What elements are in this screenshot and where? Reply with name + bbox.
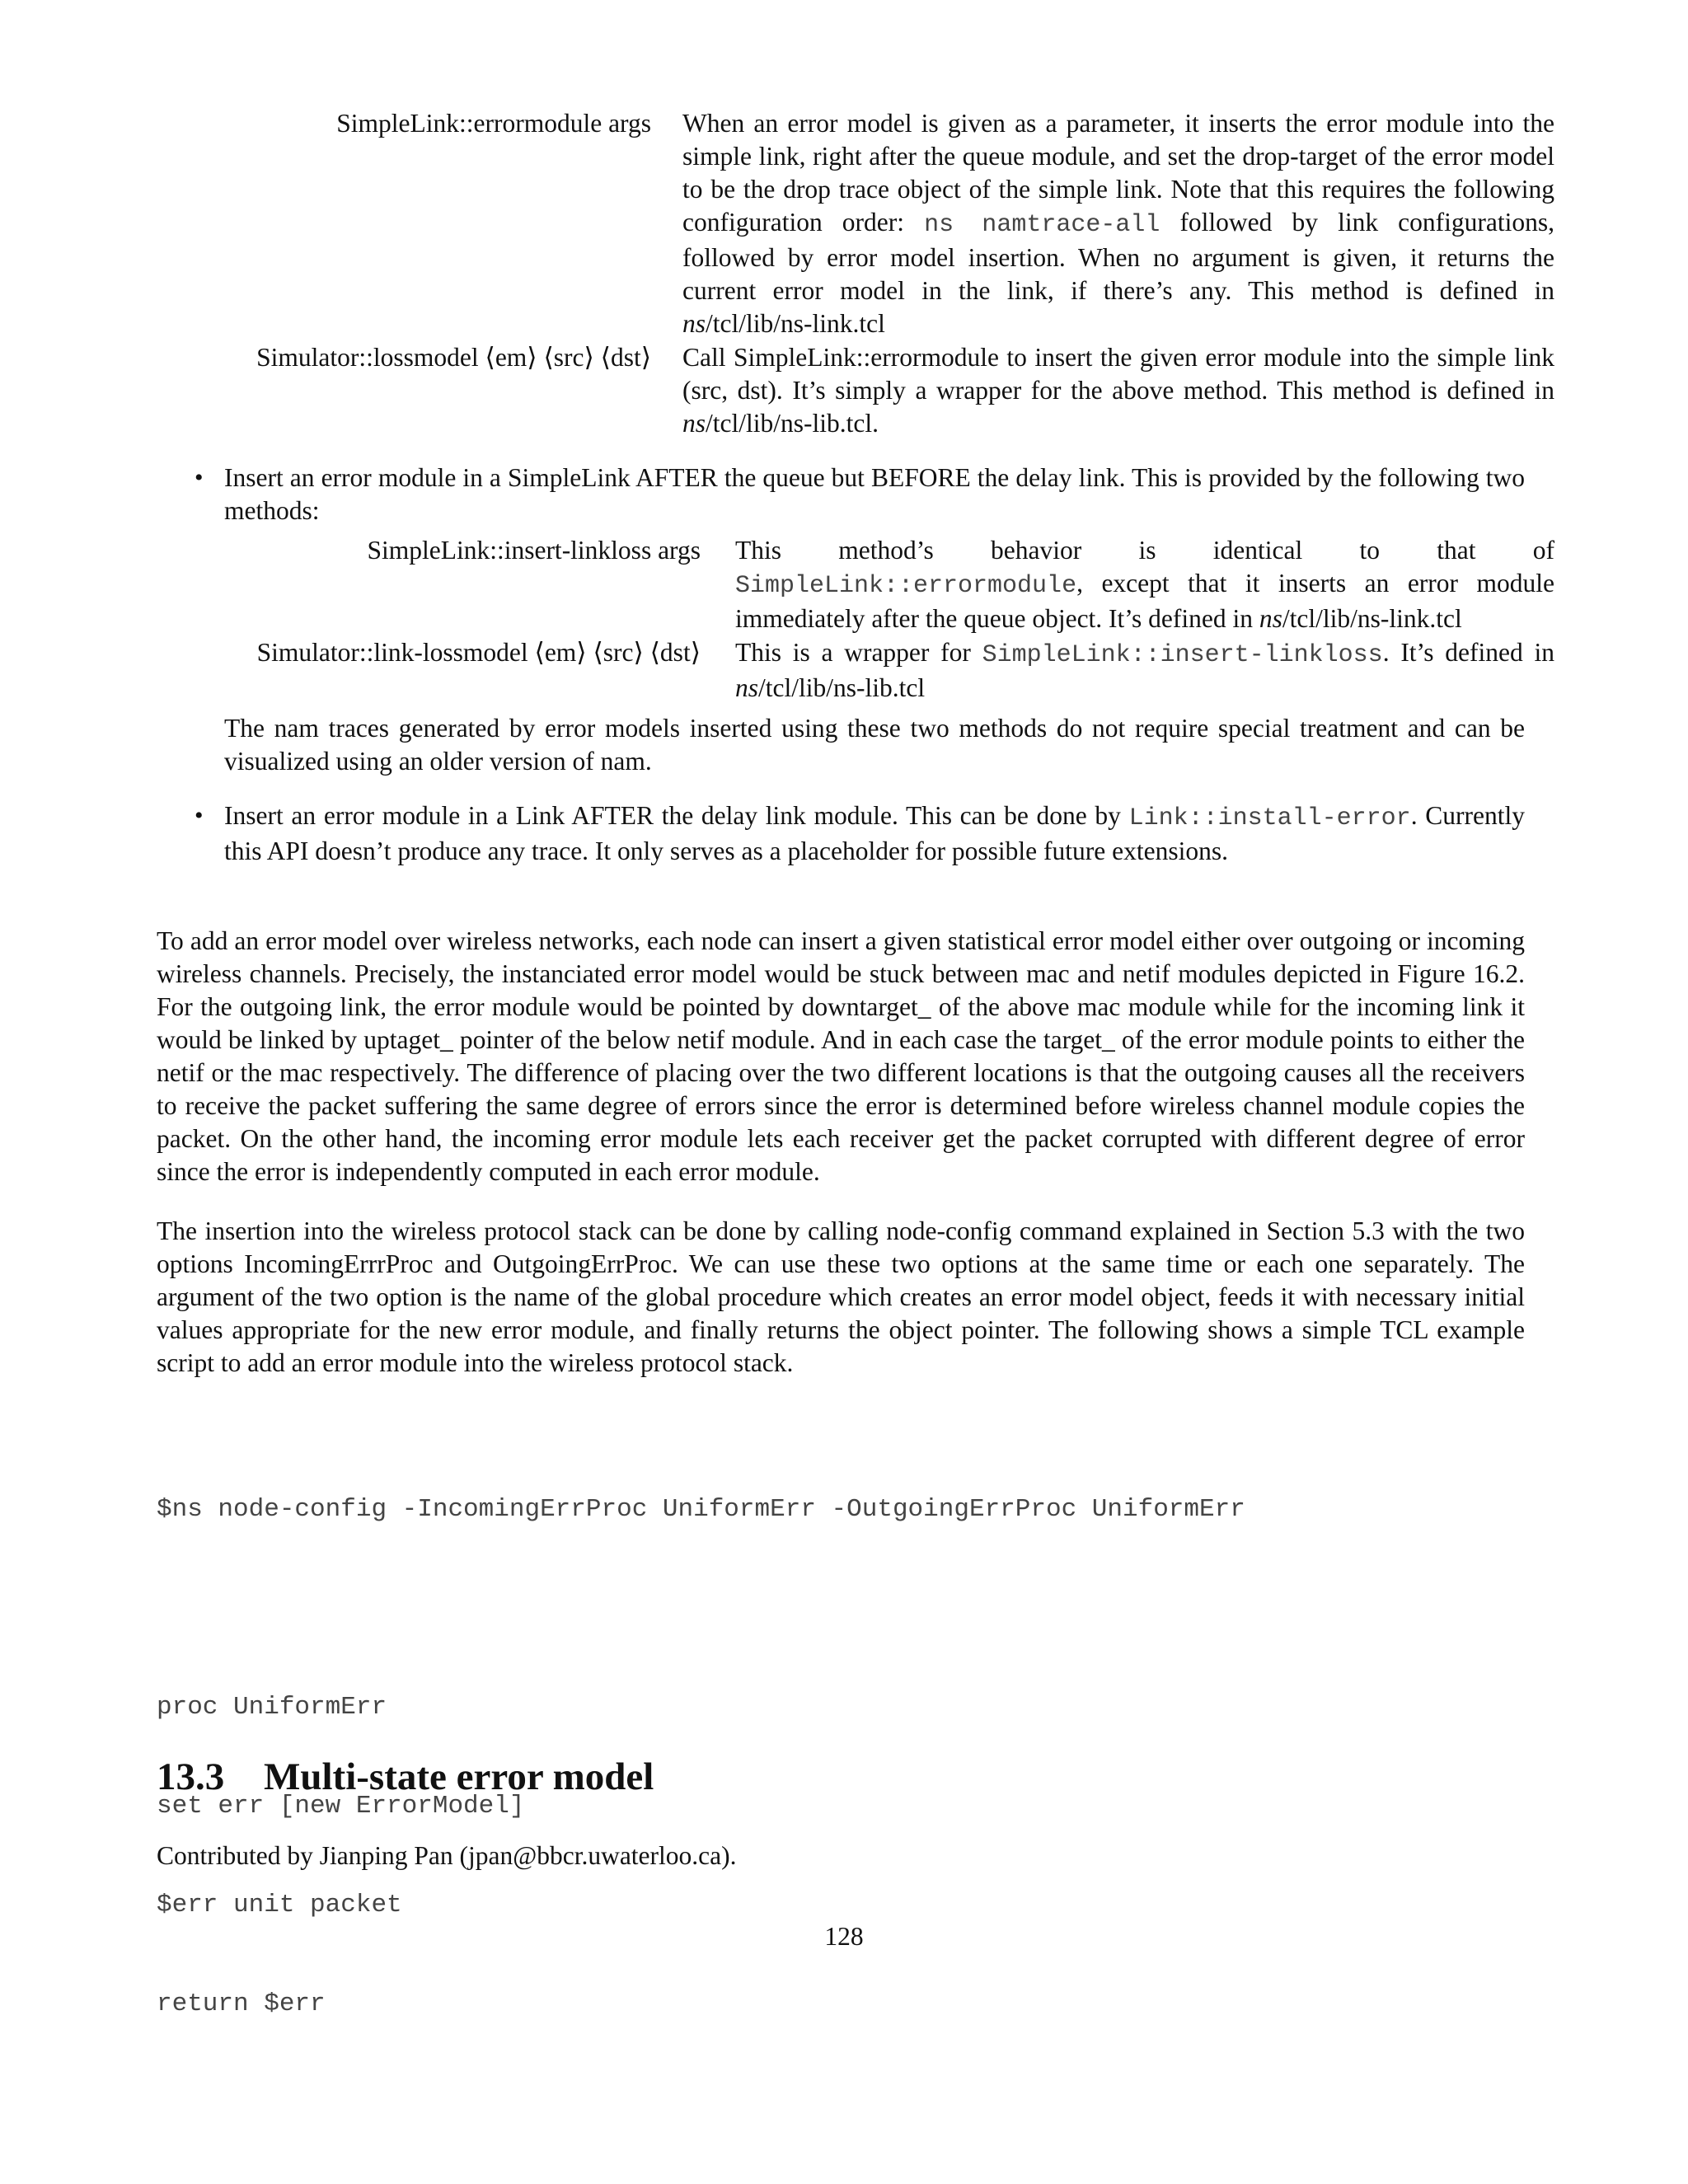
bullet-2-code: Link::install-error [1128, 804, 1411, 832]
text-run: /tcl/lib/ns-lib.tcl [758, 673, 926, 702]
bullet-1-text: Insert an error module in a SimpleLink AFTER the queue but BEFORE the delay link. This is provided by the following two methods: [224, 463, 1525, 525]
bullet-2-text-before: Insert an error module in a Link AFTER the delay link module. This can be done by [224, 801, 1129, 830]
paragraph-wireless: To add an error model over wireless networks, each node can insert a given statistical error model either over outgoing or incoming wireless channels. Precisely, the instanciated error model would be stuck between mac and netif modules depicted in Figure 16.2. For the outgoing link, the error module would be pointed by downtarget_ of the above mac module while for the incoming link it would be linked by uptaget_ pointer of the below netif module. And in each case the target_ of the error module points to either the netif or the mac respectively. The difference of placing over the two different locations is that the outgoing causes all the receivers to receive the packet suffering the same degree of errors since the error is determined before wireless channel module copies the packet. On the other hand, the incoming error module lets each receiver get the packet corrupted with different degree of error since the error is independently computed in each error module. [157, 926, 1525, 1186]
text-run: When an error model is given as a parameter, it inserts the error module into the simple link, right after the queue module, and set the drop-target of the error model to be the drop trace object of the simple link. Note that this requires the following configuration order: [682, 109, 1554, 237]
code-line: $err unit packet [157, 1891, 402, 1919]
paragraph-insertion: The insertion into the wireless protocol stack can be done by calling node-config command explained in Section 5.3 with the two options IncomingErrrProc and OutgoingErrProc. We can use these two options at the same time or each one separately. The argument of the two option is the name of the global procedure which creates an error model object, feeds it with necessary initial values appropriate for the new error module, and finally returns the object pointer. The following shows a simple TCL example script to add an error module into the wireless protocol stack. [157, 1216, 1525, 1377]
inline-code: ns namtrace-all [924, 211, 1160, 239]
text-run: followed by link configurations, followed by error model insertion. When no argument is given, it returns the current error model in the link, if there’s any. This method is defined in [682, 208, 1555, 305]
text-run: /tcl/lib/ns-lib.tcl. [706, 409, 879, 438]
inline-code: SimpleLink::insert-linkloss [982, 641, 1383, 669]
code-line: set err [new ErrorModel] [157, 1792, 525, 1821]
bullet-2-text [224, 799, 1525, 868]
code-line [157, 1592, 1245, 1625]
code-listing [157, 1427, 1245, 2054]
bullet-2-text-after: . Currently this API doesn’t produce any trace. It only serves as a placeholder for possible future extensions. [224, 801, 1525, 865]
def-term-errormodule: SimpleLink::errormodule args [336, 109, 651, 138]
def-desc-link-lossmodel [735, 636, 1554, 705]
def-term-insert-linkloss: SimpleLink::insert-linkloss args [367, 536, 701, 565]
def-desc-errormodule [682, 107, 1554, 340]
text-run: This method’s behavior is identical to that of [735, 536, 1554, 565]
text-run: , except that it inserts an error module immediately after the queue object. It’s defined in [735, 569, 1554, 633]
contributed-line: Contributed by Jianping Pan (jpan@bbcr.uwaterloo.ca). [157, 1841, 737, 1870]
text-run: /tcl/lib/ns-link.tcl [1282, 604, 1462, 633]
bullet-marker-2: • [195, 802, 204, 829]
text-run: /tcl/lib/ns-link.tcl [706, 309, 885, 338]
emphasis: ns [682, 409, 706, 438]
emphasis: ns [1259, 604, 1282, 633]
code-line: proc UniformErr [157, 1693, 387, 1722]
code-line: $ns node-config -IncomingErrProc UniformErr -OutgoingErrProc UniformErr [157, 1495, 1245, 1524]
inline-code: SimpleLink::errormodule [735, 572, 1077, 600]
section-heading [157, 1752, 654, 1802]
page-number: 128 [824, 1922, 864, 1951]
def-desc-insert-linkloss [735, 534, 1554, 635]
def-term-link-lossmodel: Simulator::link-lossmodel ⟨em⟩ ⟨src⟩ ⟨dst⟩ [256, 638, 701, 667]
def-term-lossmodel: Simulator::lossmodel ⟨em⟩ ⟨src⟩ ⟨dst⟩ [256, 343, 651, 372]
text-run: This is a wrapper for [735, 638, 982, 667]
emphasis: ns [735, 673, 759, 702]
section-title: Multi-state error model [264, 1755, 654, 1798]
bullet-1-note: The nam traces generated by error models inserted using these two methods do not require special treatment and can be visualized using an older version of nam. [224, 714, 1525, 776]
code-line: return $err [157, 1990, 326, 2018]
bullet-marker-1: • [195, 464, 204, 491]
def-desc-lossmodel [682, 341, 1554, 440]
emphasis: ns [682, 309, 706, 338]
text-run: . It’s defined in [1382, 638, 1554, 667]
text-run: Call SimpleLink::errormodule to insert the given error module into the simple link (src, dst). It’s simply a wrapper for the above method. This method is defined in [682, 343, 1554, 405]
section-number: 13.3 [157, 1755, 225, 1798]
